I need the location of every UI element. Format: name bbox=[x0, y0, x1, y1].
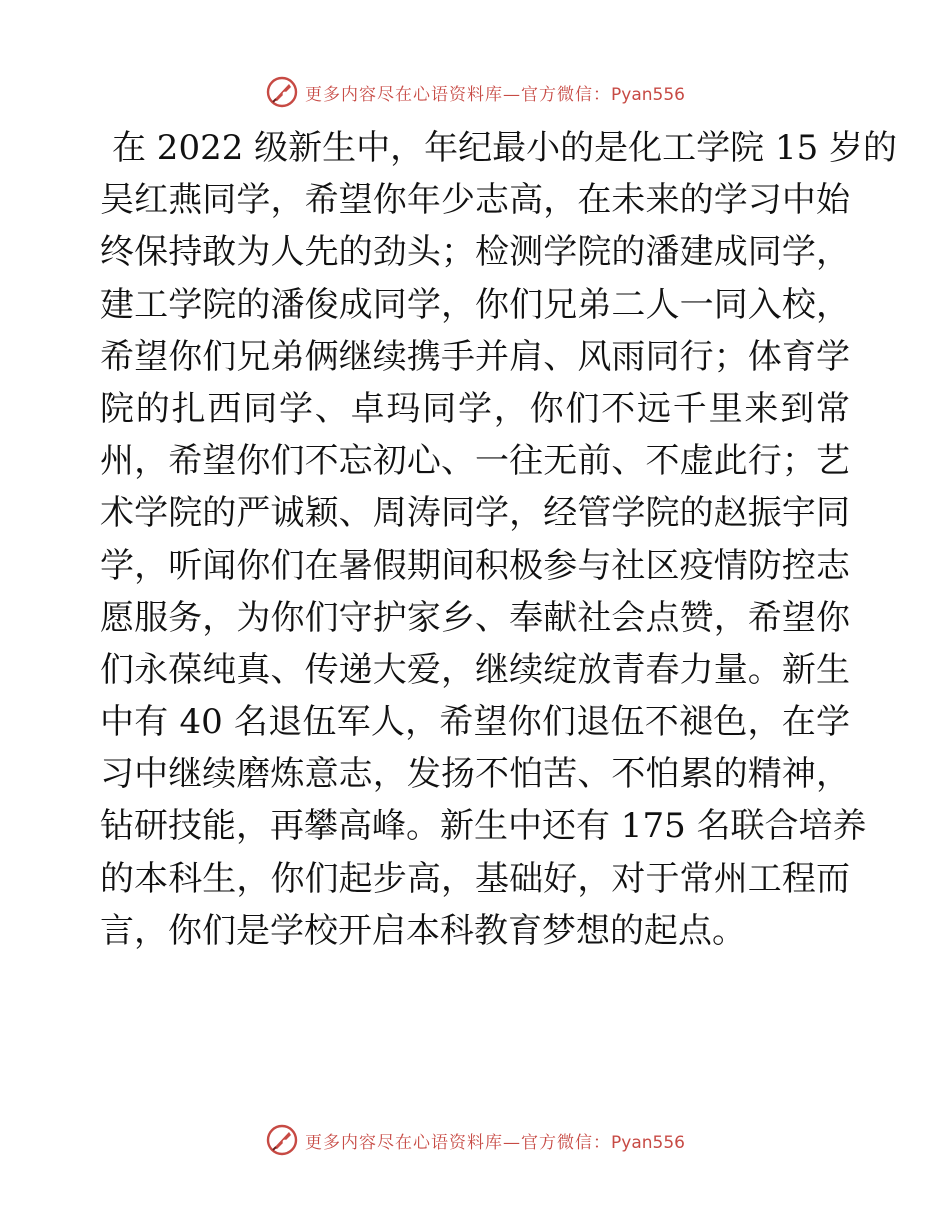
paragraph-line: 院的扎西同学、卓玛同学，你们不远千里来到常 bbox=[100, 388, 850, 429]
paragraph-line: 愿服务，为你们守护家乡、奉献社会点赞，希望你 bbox=[100, 597, 850, 638]
quill-logo-icon bbox=[265, 1123, 299, 1157]
paragraph-line: 钻研技能，再攀高峰。新生中还有 175 名联合培养 bbox=[100, 806, 867, 847]
paragraph-line: 州，希望你们不忘初心、一往无前、不虚此行；艺 bbox=[100, 441, 850, 482]
paragraph-line: 终保持敢为人先的劲头；检测学院的潘建成同学， bbox=[100, 232, 850, 273]
paragraph-line: 言，你们是学校开启本科教育梦想的起点。 bbox=[100, 910, 746, 951]
header-watermark-text: 更多内容尽在心语资料库—官方微信：Pyan556 bbox=[305, 84, 685, 105]
paragraph-line: 术学院的严诚颖、周涛同学，经管学院的赵振宇同 bbox=[100, 493, 850, 534]
paragraph-line: 吴红燕同学，希望你年少志高，在未来的学习中始 bbox=[100, 180, 850, 221]
paragraph-line: 在 2022 级新生中，年纪最小的是化工学院 15 岁的 bbox=[112, 128, 898, 168]
paragraph-line: 习中继续磨炼意志，发扬不怕苦、不怕累的精神， bbox=[100, 754, 850, 795]
footer-watermark-text: 更多内容尽在心语资料库—官方微信：Pyan556 bbox=[305, 1132, 685, 1153]
paragraph-line: 学，听闻你们在暑假期间积极参与社区疫情防控志 bbox=[100, 545, 850, 586]
paragraph-line: 们永葆纯真、传递大爱，继续绽放青春力量。新生 bbox=[100, 649, 850, 690]
paragraph-line: 希望你们兄弟俩继续携手并肩、风雨同行；体育学 bbox=[100, 336, 850, 377]
quill-logo-icon bbox=[265, 75, 299, 109]
paragraph-line: 中有 40 名退伍军人，希望你们退伍不褪色，在学 bbox=[100, 702, 850, 743]
document-body bbox=[100, 122, 898, 957]
paragraph-line: 的本科生，你们起步高，基础好，对于常州工程而 bbox=[100, 858, 850, 899]
paragraph-line: 建工学院的潘俊成同学，你们兄弟二人一同入校， bbox=[100, 284, 850, 325]
header-watermark bbox=[0, 72, 950, 112]
footer-watermark bbox=[0, 1120, 950, 1160]
